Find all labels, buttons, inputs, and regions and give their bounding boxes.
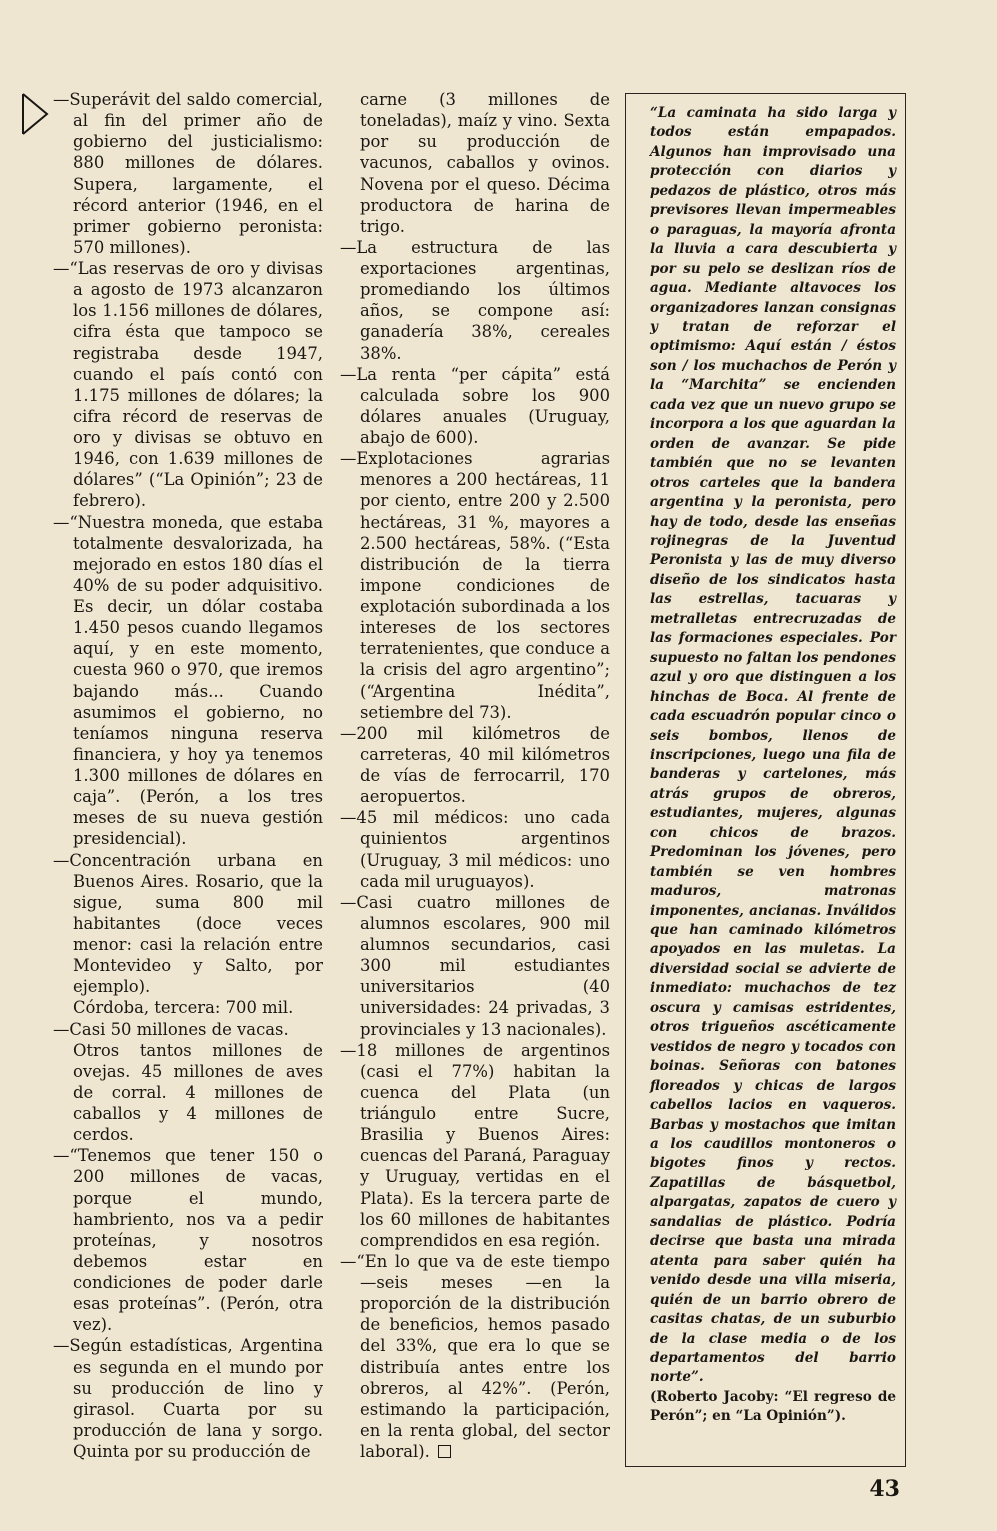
- left-column: [53, 89, 323, 1462]
- page-number: 43: [869, 1476, 900, 1502]
- paragraph-alumnos: —Casi cuatro millones de alumnos escolares, 900 mil alumnos secundarios, casi 300 mil estudiantes universitarios (40 universidades: 24 privadas, 3 provinciales y 13 nacionales).: [340, 892, 610, 1039]
- paragraph-renta: —La renta “per cápita” está calculada sobre los 900 dólares anuales (Uruguay, abajo de 600).: [340, 364, 610, 447]
- paragraph-exportaciones: —La estructura de las exportaciones argentinas, promediando los últimos años, se compone así: ganadería 38%, cereales 38%.: [340, 237, 610, 363]
- paragraph-cordoba: Córdoba, tercera: 700 mil.: [73, 998, 294, 1018]
- paragraph-medicos: —45 mil médicos: uno cada quinientos argentinos (Uruguay, 3 mil médicos: uno cada mil uruguayos).: [340, 808, 610, 891]
- middle-column: [340, 89, 610, 1462]
- paragraph-superavit: —Superávit del saldo comercial, al fin del primer año de gobierno del justicialismo: 880 millones de dólares. Supera, largamente, el récord anterior (1946, en el primer gobierno peronista: 570 millones).: [53, 90, 323, 257]
- paragraph-distribucion: [340, 1251, 610, 1462]
- paragraph-ganado: Otros tantos millones de ovejas. 45 millones de aves de corral. 4 millones de caballos y 4 millones de cerdos.: [73, 1040, 323, 1145]
- quote-text: “La caminata ha sido larga y todos están empapados. Algunos han improvisado una protección con diarios y pedazos de plástico, otros más previsores llevan impermeables o paraguas, la mayoría afronta la lluvia a cara descubierta y por su pelo se deslizan ríos de agua. Mediante altavoces los organizadores lanzan consignas y tratan de reforzar el optimismo: Aquí están / éstos son / los muchachos de Perón y la “Marchita” se encienden cada vez que un nuevo grupo se incorpora a los que aguardan la orden de avanzar. Se pide también que no se levanten otros carteles que la bandera argentina y la peronista, pero hay de todo, desde las enseñas rojinegras de la Juventud Peronista y las de muy diverso diseño de los sindicatos hasta las estrellas, tacuaras y metralletas entrecruzadas de las formaciones especiales. Por supuesto no faltan los pendones azul y oro que distinguen a los hinchas de Boca. Al frente de cada escuadrón popular cinco o seis bombos, llenos de inscripciones, luego una fila de banderas y cartelones, más atrás grupos de obreros, estudiantes, mujeres, algunas con chicos de brazos. Predominan los jóvenes, pero también se ven hombres maduros, matronas imponentes, ancianas. Inválidos que han caminado kilómetros apoyados en las muletas. La diversidad social se advierte de inmediato: muchachos de tez oscura y camisas estridentes, otros trigueños ascéticamente vestidos de negro y tocados con boinas. Señoras con batones floreados y chicas de largos cabellos lacios en vaqueros. Barbas y mostachos que imitan a los caudillos montoneros o bigotes finos y rectos. Zapatillas de básquetbol, alpargatas, zapatos de cuero y sandalias de plástico. Podría decirse que basta una mirada atenta para saber quién ha venido desde una villa miseria, quién de un barrio obrero de casitas chatas, de un suburbio de la clase media o de los departamentos del barrio norte”.: [650, 105, 896, 1386]
- paragraph-explotaciones: —Explotaciones agrarias menores a 200 hectáreas, 11 por ciento, entre 200 y 2.500 hectáreas, 31 %, mayores a 2.500 hectáreas, 58%. (“Esta distribución de la tierra impone condiciones de explotación subordinada a los intereses de los sectores terratenientes, que conduce a la crisis del agro argentino”; (“Argentina Inédita”, setiembre del 73).: [340, 449, 610, 722]
- paragraph-concentracion: —Concentración urbana en Buenos Aires. Rosario, que la sigue, suma 800 mil habitantes (doce veces menor: casi la relación entre Montevideo y Salto, por ejemplo).: [53, 850, 323, 997]
- paragraph-distribucion-text: —“En lo que va de este tiempo —seis meses —en la proporción de la distribución de beneficios, hemos pasado del 33%, que era lo que se distribuía antes entre los obreros, al 42%”. (Perón, estimando la participación, en la renta global, del sector laboral).: [340, 1251, 610, 1461]
- end-of-article-icon: [438, 1445, 451, 1458]
- paragraph-moneda: —“Nuestra moneda, que estaba totalmente desvalorizada, ha mejorado en estos 180 días el 40% de su poder adquisitivo. Es decir, un dólar costaba 1.450 pesos cuando llegamos aquí, y en este momento, cuesta 960 o 970, que iremos bajando más... Cuando asumimos el gobierno, no teníamos ninguna reserva financiera, y hoy ya tenemos 1.300 millones de dólares en caja”. (Perón, a los tres meses de su nueva gestión presidencial).: [53, 512, 323, 849]
- arrow-marker-icon: [20, 92, 50, 136]
- paragraph-proteinas: —“Tenemos que tener 150 o 200 millones de vacas, porque el mundo, hambriento, nos va a pedir proteínas, y nosotros debemos estar en condiciones de poder darle esas proteínas”. (Perón, otra vez).: [53, 1146, 323, 1335]
- paragraph-cuenca: —18 millones de argentinos (casi el 77%) habitan la cuenca del Plata (un triángulo entre Sucre, Brasilia y Buenos Aires: cuencas del Paraná, Paraguay y Uruguay, vertidas en el Plata). Es la tercera parte de los 60 millones de habitantes comprendidos en esa región.: [340, 1040, 610, 1250]
- paragraph-vacas: —Casi 50 millones de vacas.: [53, 1019, 289, 1039]
- quote-source: (Roberto Jacoby: “El regreso de Perón”; en “La Opinión”).: [650, 1388, 896, 1425]
- paragraph-carne: carne (3 millones de toneladas), maíz y vino. Sexta por su producción de vacunos, caballos y ovinos. Novena por el queso. Décima productora de harina de trigo.: [360, 90, 610, 236]
- quote-column: [650, 104, 896, 1427]
- paragraph-carreteras: —200 mil kilómetros de carreteras, 40 mil kilómetros de vías de ferrocarril, 170 aeropuertos.: [340, 723, 610, 807]
- paragraph-estadisticas: —Según estadísticas, Argentina es segunda en el mundo por su producción de lino y girasol. Cuarta por su producción de lana y sorgo. Quinta por su producción de: [53, 1336, 323, 1461]
- paragraph-reservas: —“Las reservas de oro y divisas a agosto de 1973 alcanzaron los 1.156 millones de dólares, cifra ésta que tampoco se registraba desde 1947, cuando el país contó con 1.175 millones de dólares; la cifra récord de reservas de oro y divisas se obtuvo en 1946, con 1.639 millones de dólares” (“La Opinión”; 23 de febrero).: [53, 259, 323, 511]
